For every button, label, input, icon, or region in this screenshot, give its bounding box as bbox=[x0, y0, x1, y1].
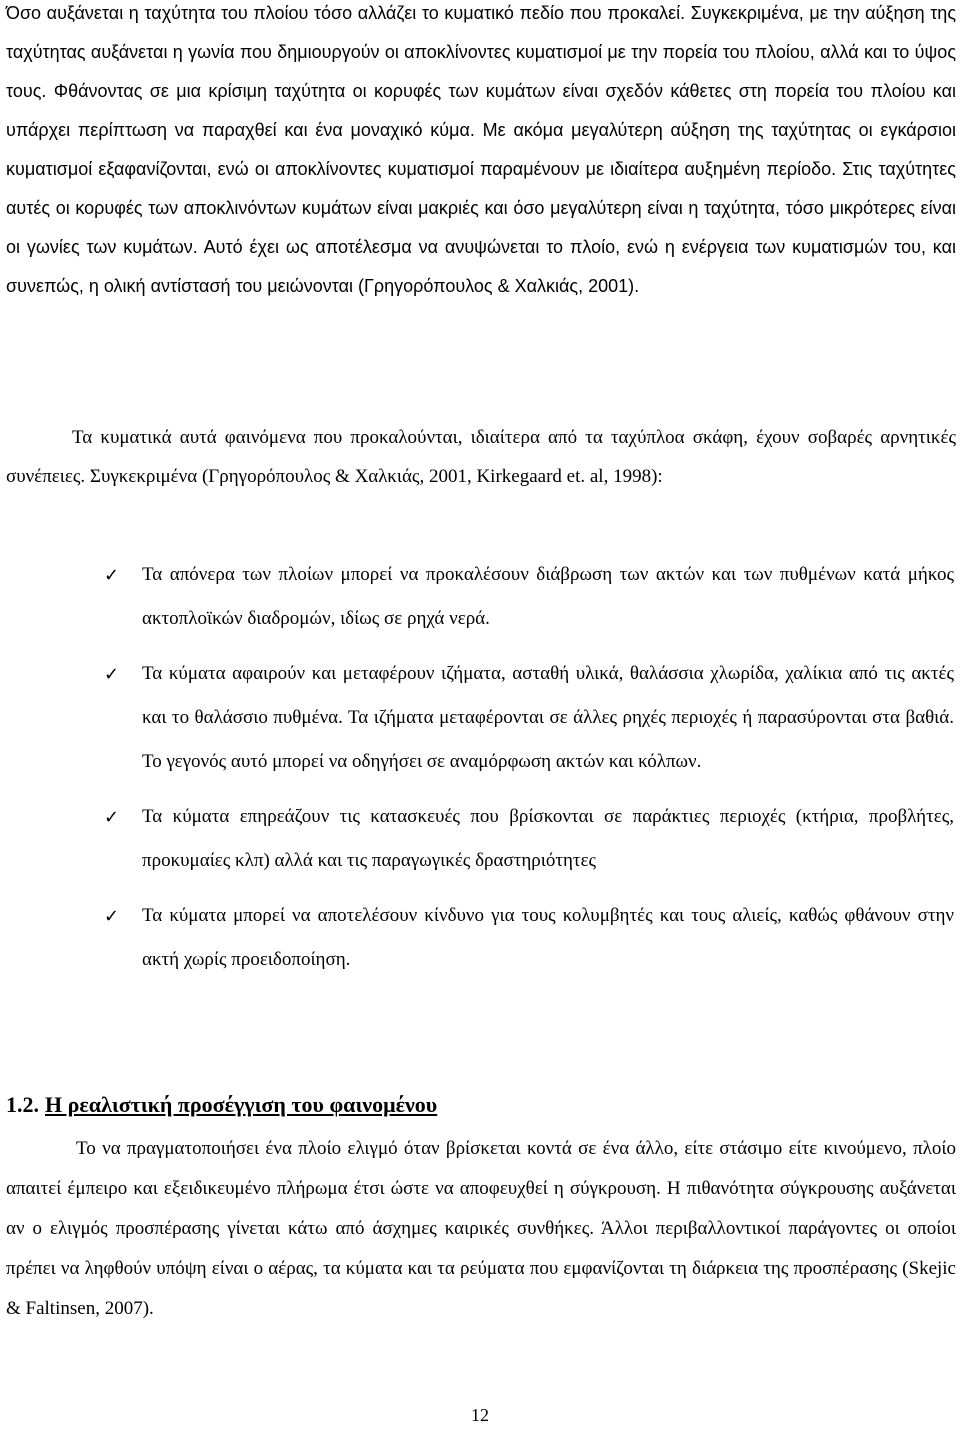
paragraph-wave-field: Όσο αυξάνεται η ταχύτητα του πλοίου τόσο αλλάζει το κυματικό πεδίο που προκαλεί. Συγκεκριμένα, με την αύξηση της ταχύτητας αυξάνεται η γωνία που δημιουργούν οι αποκλίνοντες κυματισμοί με την πορεία του πλοίου, αλλά και το ύψος τους. Φθάνοντας σε μια κρίσιμη ταχύτητα οι κορυφές των κυμάτων είναι σχεδόν κάθετες στη πορεία του πλοίου και υπάρχει περίπτωση να παραχθεί και ένα μοναχικό κύμα. Με ακόμα μεγαλύτερη αύξηση της ταχύτητας οι εγκάρσιοι κυματισμοί εξαφανίζονται, ενώ οι αποκλίνοντες κυματισμοί παραμένουν με ιδιαίτερα αυξημένη περίοδο. Στις ταχύτητες αυτές οι κορυφές των αποκλινόντων κυμάτων είναι μακριές και όσο μεγαλύτερη είναι η ταχύτητα, τόσο μικρότερες είναι οι γωνίες των κυμάτων. Αυτό έχει ως αποτέλεσμα να ανυψώνεται το πλοίο, ενώ η ενέργεια των κυματισμών του, και συνεπώς, η ολική αντίστασή του μειώνονται (Γρηγορόπουλος & Χαλκιάς, 2001). bbox=[6, 3, 956, 296]
checkmark-icon: ✓ bbox=[104, 565, 120, 586]
section-title: Η ρεαλιστική προσέγγιση του φαινομένου bbox=[45, 1092, 438, 1117]
page-number: 12 bbox=[471, 1405, 489, 1425]
paragraph-manoeuvre: Το να πραγματοποιήσει ένα πλοίο ελιγμό όταν βρίσκεται κοντά σε ένα άλλο, είτε στάσιμο είτε κινούμενο, πλοίο απαιτεί έμπειρο και εξειδικευμένο πλήρωμα έτσι ώστε να αποφευχθεί η σύγκρουση. Η πιθανότητα σύγκρουσης αυξάνεται αν ο ελιγμός προσπέρασης γίνεται κάτω από άσχημες καιρικές συνθήκες. Άλλοι περιβαλλοντικοί παράγοντες οι οποίοι πρέπει να ληφθούν υπόψη είναι ο αέρας, τα κύματα και τα ρεύματα που εμφανίζονται τη διάρκεια της προσπέρασης (Skejic & Faltinsen, 2007). bbox=[6, 1138, 956, 1319]
list-item bbox=[0, 795, 960, 883]
list-item-text: Τα κύματα μπορεί να αποτελέσουν κίνδυνο για τους κολυμβητές και τους αλιείς, καθώς φθάνουν στην ακτή χωρίς προειδοποίηση. bbox=[142, 905, 954, 970]
list-item bbox=[0, 652, 960, 784]
list-item bbox=[0, 553, 960, 641]
list-item-text: Τα κύματα επηρεάζουν τις κατασκευές που βρίσκονται σε παράκτιες περιοχές (κτήρια, προβλήτες, προκυμαίες κλπ) αλλά και τις παραγωγικές δραστηριότητες bbox=[142, 806, 954, 871]
list-item bbox=[0, 894, 960, 982]
checkmark-icon: ✓ bbox=[104, 906, 120, 927]
paragraph-consequences-intro: Τα κυματικά αυτά φαινόμενα που προκαλούνται, ιδιαίτερα από τα ταχύπλοα σκάφη, έχουν σοβαρές αρνητικές συνέπειες. Συγκεκριμένα (Γρηγορόπουλος & Χαλκιάς, 2001, Kirkegaard et. al, 1998): bbox=[6, 427, 956, 487]
consequences-list bbox=[0, 553, 960, 993]
checkmark-icon: ✓ bbox=[104, 807, 120, 828]
list-item-text: Τα κύματα αφαιρούν και μεταφέρουν ιζήματα, ασταθή υλικά, θαλάσσια χλωρίδα, χαλίκια από τις ακτές και το θαλάσσιο πυθμένα. Τα ιζήματα μεταφέρονται σε άλλες ρηχές περιοχές ή παρασύρονται στα βαθιά. Το γεγονός αυτό μπορεί να οδηγήσει σε αναμόρφωση ακτών και κόλπων. bbox=[142, 663, 954, 772]
checkmark-icon: ✓ bbox=[104, 664, 120, 685]
section-heading bbox=[6, 1090, 437, 1120]
section-number: 1.2. bbox=[6, 1092, 39, 1117]
list-item-text: Τα απόνερα των πλοίων μπορεί να προκαλέσουν διάβρωση των ακτών και των πυθμένων κατά μήκος ακτοπλοϊκών διαδρομών, ιδίως σε ρηχά νερά. bbox=[142, 564, 954, 629]
